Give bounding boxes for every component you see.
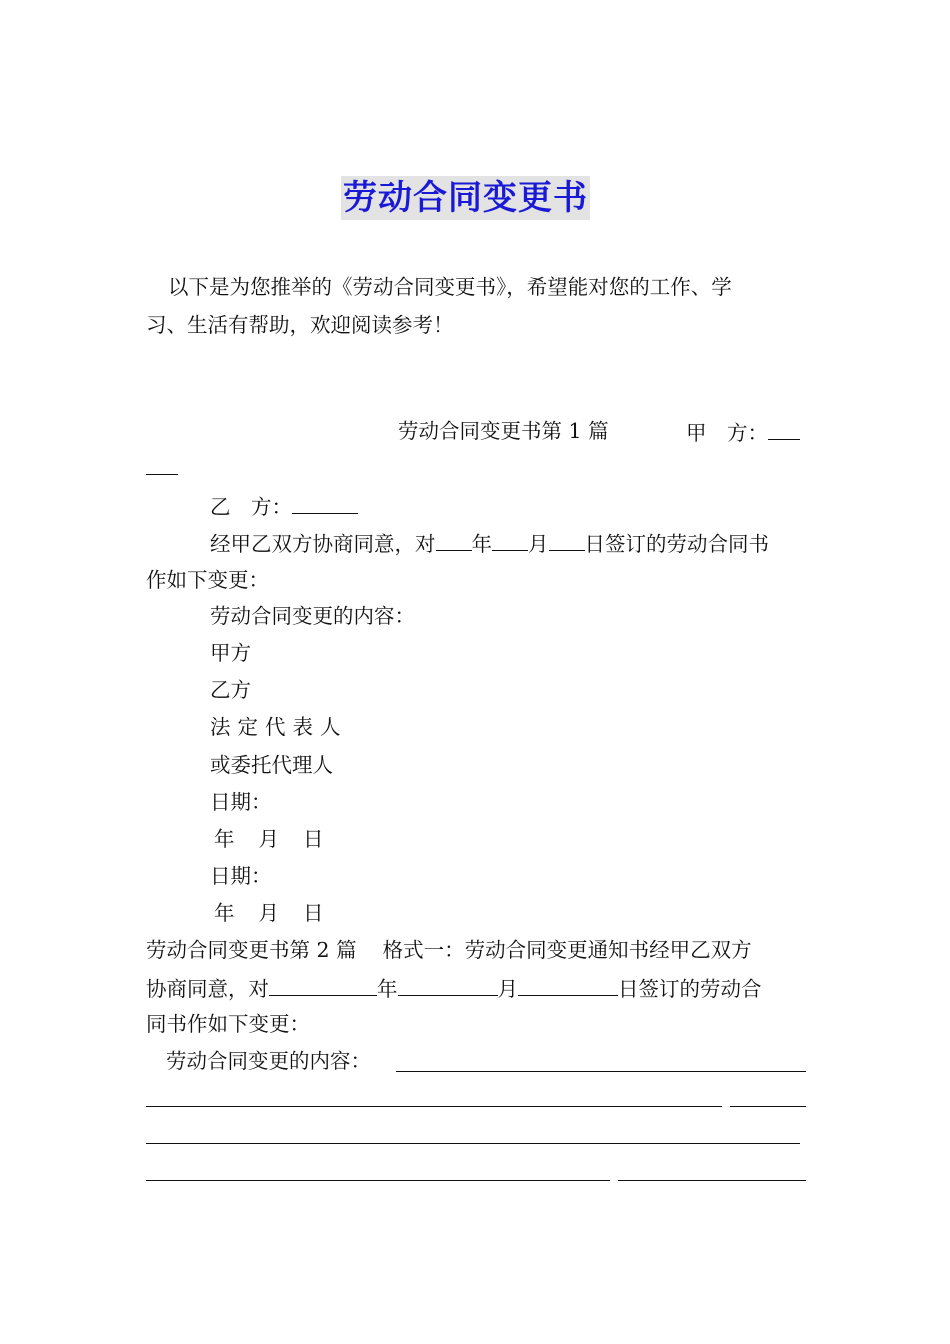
day-blank (549, 529, 585, 551)
section2-line-3: 同书作如下变更： (146, 1012, 310, 1036)
section2-heading: 劳动合同变更书第 2 篇 (146, 938, 357, 962)
s2-year-blank (269, 974, 377, 996)
party-a-label: 甲 方： (686, 418, 800, 446)
party-b-blank (292, 492, 358, 514)
content-blank-6 (618, 1180, 806, 1181)
agreement-line-1: 经甲乙双方协商同意，对 年 月 日签订的劳动合同书 (210, 529, 769, 557)
document-title: 劳动合同变更书 (343, 178, 588, 218)
authorized-agent: 或委托代理人 (210, 753, 333, 777)
party-b-label: 乙 方： (210, 492, 358, 520)
month-blank (492, 529, 528, 551)
party-a-blank-continued (146, 474, 178, 475)
agreement-line-2: 作如下变更： (146, 568, 269, 592)
section2-format: 格式一：劳动合同变更通知书经甲乙双方 (382, 938, 752, 962)
s2-month-blank (398, 974, 498, 996)
content-blank-5 (146, 1180, 610, 1181)
content-label: 劳动合同变更的内容： (210, 604, 415, 628)
content-blank-4 (146, 1143, 800, 1144)
section2-line-2: 协商同意，对 年 月 日签订的劳动合 (146, 974, 762, 1002)
content-blank-1 (396, 1071, 806, 1072)
date-ymd-2: 年 月 日 (214, 901, 324, 925)
year-blank (436, 529, 472, 551)
intro-line-1: 以下是为您推举的《劳动合同变更书》，希望能对您的工作、学 (168, 275, 732, 299)
section1-heading: 劳动合同变更书第 1 篇 (398, 419, 609, 443)
section2-content-label: 劳动合同变更的内容： (166, 1049, 371, 1073)
section2-heading-line (146, 937, 752, 963)
party-a-blank (768, 418, 800, 440)
date-label-1: 日期： (210, 790, 272, 814)
content-blank-2 (146, 1106, 722, 1107)
date-ymd-1: 年 月 日 (214, 827, 324, 851)
legal-representative: 法定代表人 (210, 715, 348, 739)
s2-day-blank (518, 974, 618, 996)
content-blank-3 (730, 1106, 806, 1107)
party-a-sign: 甲方 (210, 641, 251, 665)
party-b-sign: 乙方 (210, 678, 251, 702)
date-label-2: 日期： (210, 864, 272, 888)
intro-line-2: 习、生活有帮助，欢迎阅读参考！ (146, 313, 454, 337)
